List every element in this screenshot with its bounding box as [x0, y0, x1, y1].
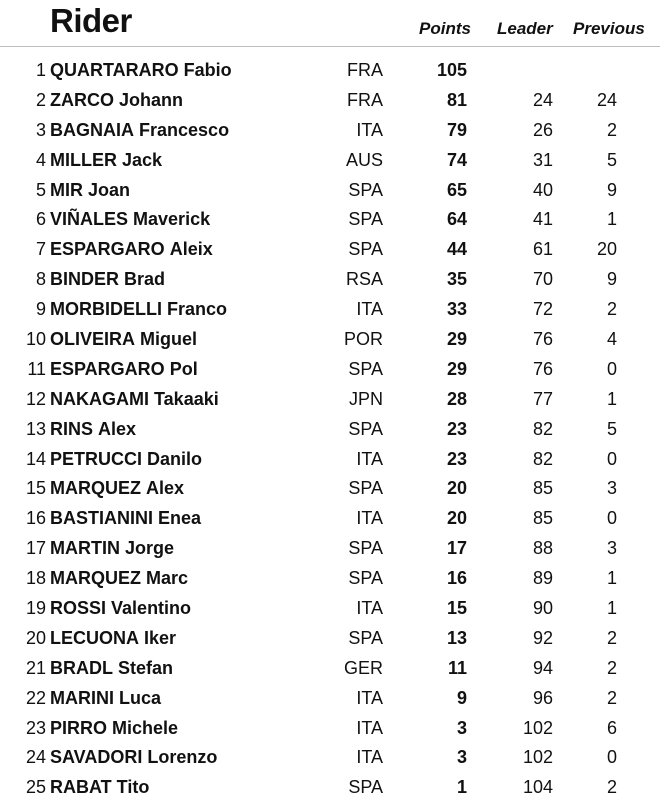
nation-cell: RSA [345, 269, 383, 290]
nation-cell: ITA [356, 119, 383, 140]
rider-firstname: Joan [88, 179, 131, 200]
points-cell: 3 [456, 717, 467, 738]
previous-gap-cell: 3 [606, 478, 617, 499]
position-cell: 22 [25, 687, 46, 708]
rider-name-cell [50, 688, 161, 709]
leader-gap-cell: 94 [532, 657, 553, 678]
rider-firstname: Stefan [118, 657, 174, 678]
points-cell: 20 [446, 478, 467, 499]
points-column-header: Points [419, 19, 471, 38]
rider-firstname: Fabio [183, 60, 232, 80]
rider-surname: RABAT [50, 777, 112, 798]
leader-gap-cell: 31 [532, 149, 553, 170]
points-cell: 15 [446, 598, 467, 619]
rider-firstname: Michele [112, 717, 179, 738]
rider-firstname: Enea [158, 508, 202, 529]
previous-gap-cell: 1 [606, 209, 617, 230]
position-cell: 23 [25, 717, 46, 738]
table-header [0, 0, 660, 47]
position-cell: 12 [25, 388, 46, 409]
leader-gap-cell: 89 [532, 568, 553, 589]
nation-cell: SPA [348, 627, 383, 648]
rider-surname: LECUONA [50, 627, 139, 648]
rider-name-cell [50, 449, 202, 470]
position-cell: 9 [35, 299, 46, 320]
rider-firstname: Brad [124, 269, 166, 290]
rider-surname: ROSSI [50, 598, 107, 619]
position-cell: 2 [35, 89, 46, 110]
rider-surname: PIRRO [50, 717, 108, 738]
nation-cell: SPA [348, 568, 383, 589]
rider-name-cell [50, 239, 213, 260]
leader-gap-cell: 61 [532, 239, 553, 260]
position-cell: 16 [25, 508, 46, 529]
nation-cell: GER [343, 657, 383, 678]
table-row [0, 235, 660, 265]
rider-firstname: Franco [167, 299, 228, 320]
rider-name-cell [50, 90, 183, 111]
previous-gap-cell: 2 [606, 627, 617, 648]
rider-surname: BINDER [50, 269, 120, 290]
leader-gap-cell: 85 [532, 478, 553, 499]
points-cell: 23 [446, 448, 467, 469]
points-cell: 81 [446, 89, 467, 110]
previous-gap-cell: 20 [596, 239, 617, 260]
previous-gap-cell: 2 [606, 119, 617, 140]
leader-gap-cell: 102 [522, 747, 553, 768]
table-row [0, 594, 660, 624]
position-cell: 8 [35, 269, 46, 290]
rider-firstname: Danilo [147, 448, 203, 469]
leader-gap-cell: 76 [532, 358, 553, 379]
previous-gap-cell: 1 [606, 388, 617, 409]
nation-cell: ITA [356, 508, 383, 529]
points-cell: 74 [446, 149, 467, 170]
table-row [0, 176, 660, 206]
rider-name-cell [50, 628, 176, 649]
previous-gap-cell: 1 [606, 568, 617, 589]
points-cell: 29 [446, 358, 467, 379]
table-row [0, 504, 660, 534]
points-cell: 1 [456, 777, 467, 798]
rider-name-cell [50, 508, 201, 529]
table-row [0, 684, 660, 714]
table-row [0, 564, 660, 594]
nation-cell: ITA [356, 687, 383, 708]
previous-gap-cell: 5 [606, 418, 617, 439]
rider-firstname: Luca [119, 687, 162, 708]
previous-gap-cell: 2 [606, 657, 617, 678]
nation-cell: ITA [356, 747, 383, 768]
rider-surname: RINS [50, 418, 94, 439]
table-row [0, 56, 660, 86]
rider-surname: ZARCO [50, 89, 114, 110]
nation-cell: SPA [348, 358, 383, 379]
points-cell: 44 [446, 239, 467, 260]
rider-surname: BRADL [50, 657, 113, 678]
nation-cell: SPA [348, 777, 383, 798]
previous-gap-cell: 24 [596, 89, 617, 110]
rider-firstname: Jorge [125, 538, 175, 559]
table-row [0, 295, 660, 325]
leader-gap-cell: 90 [532, 598, 553, 619]
table-row [0, 714, 660, 744]
previous-gap-cell: 0 [606, 448, 617, 469]
table-row [0, 474, 660, 504]
rider-surname: MORBIDELLI [50, 299, 162, 320]
position-cell: 7 [35, 239, 46, 260]
points-cell: 29 [446, 329, 467, 350]
rider-surname: MILLER [50, 149, 117, 170]
rider-surname: MARTIN [50, 538, 120, 559]
table-row [0, 116, 660, 146]
rider-firstname: Alex [98, 418, 137, 439]
table-row [0, 86, 660, 116]
position-cell: 17 [25, 538, 46, 559]
nation-cell: SPA [348, 179, 383, 200]
rider-name-cell [50, 329, 197, 350]
rider-name-cell [50, 538, 174, 559]
table-row [0, 624, 660, 654]
position-cell: 25 [25, 777, 46, 798]
position-cell: 19 [25, 598, 46, 619]
rider-firstname: Pol [169, 358, 198, 379]
previous-column-header: Previous [573, 19, 645, 38]
rider-name-cell [50, 747, 217, 768]
previous-gap-cell: 0 [606, 508, 617, 529]
leader-gap-cell: 96 [532, 687, 553, 708]
points-cell: 33 [446, 299, 467, 320]
position-cell: 1 [35, 60, 46, 80]
rider-surname: MIR [50, 179, 83, 200]
rider-firstname: Lorenzo [147, 747, 218, 768]
points-cell: 20 [446, 508, 467, 529]
nation-cell: SPA [348, 478, 383, 499]
points-cell: 16 [446, 568, 467, 589]
points-cell: 17 [446, 538, 467, 559]
points-cell: 79 [446, 119, 467, 140]
leader-gap-cell: 72 [532, 299, 553, 320]
rider-name-cell [50, 209, 210, 230]
table-row [0, 355, 660, 385]
table-row [0, 654, 660, 684]
position-cell: 15 [25, 478, 46, 499]
rider-surname: MARQUEZ [50, 478, 141, 499]
rider-surname: SAVADORI [50, 747, 143, 768]
rider-surname: BASTIANINI [50, 508, 153, 529]
rider-name-cell [50, 359, 198, 380]
rider-firstname: Takaaki [154, 388, 219, 409]
rider-firstname: Alex [146, 478, 185, 499]
rider-firstname: Miguel [140, 329, 198, 350]
rider-name-cell [50, 180, 130, 201]
rider-name-cell [50, 389, 219, 410]
leader-column-header: Leader [497, 19, 553, 38]
leader-gap-cell: 40 [532, 179, 553, 200]
rider-surname: MARQUEZ [50, 568, 141, 589]
leader-gap-cell: 88 [532, 538, 553, 559]
rider-surname: ESPARGARO [50, 239, 165, 260]
previous-gap-cell: 4 [606, 329, 617, 350]
nation-cell: AUS [345, 149, 383, 170]
rider-column-title: Rider [50, 2, 132, 39]
nation-cell: SPA [348, 209, 383, 230]
rider-name-cell [50, 419, 136, 440]
position-cell: 4 [35, 149, 46, 170]
leader-gap-cell: 26 [532, 119, 553, 140]
leader-gap-cell: 70 [532, 269, 553, 290]
previous-gap-cell: 1 [606, 598, 617, 619]
position-cell: 20 [25, 627, 46, 648]
rider-name-cell [50, 718, 178, 739]
table-row [0, 743, 660, 773]
points-cell: 105 [436, 60, 467, 80]
standings-table-body [0, 56, 660, 803]
rider-surname: NAKAGAMI [50, 388, 149, 409]
points-cell: 13 [446, 627, 467, 648]
position-cell: 14 [25, 448, 46, 469]
table-row [0, 773, 660, 803]
rider-surname: VIÑALES [50, 209, 129, 230]
points-cell: 9 [456, 687, 467, 708]
rider-surname: BAGNAIA [50, 119, 134, 140]
leader-gap-cell: 85 [532, 508, 553, 529]
leader-gap-cell: 77 [532, 388, 553, 409]
leader-gap-cell: 82 [532, 418, 553, 439]
leader-gap-cell: 82 [532, 448, 553, 469]
rider-firstname: Johann [119, 89, 184, 110]
rider-firstname: Francesco [139, 119, 230, 140]
previous-gap-cell: 9 [606, 269, 617, 290]
points-cell: 11 [447, 657, 467, 678]
rider-name-cell [50, 568, 188, 589]
rider-name-cell [50, 478, 184, 499]
rider-firstname: Aleix [169, 239, 213, 260]
nation-cell: FRA [347, 89, 383, 110]
position-cell: 5 [35, 179, 46, 200]
rider-name-cell [50, 777, 149, 798]
rider-name-cell [50, 658, 173, 679]
position-cell: 10 [25, 329, 46, 350]
nation-cell: ITA [356, 299, 383, 320]
previous-gap-cell: 2 [606, 777, 617, 798]
position-cell: 11 [27, 358, 46, 379]
previous-gap-cell: 2 [606, 299, 617, 320]
points-cell: 35 [446, 269, 467, 290]
previous-gap-cell: 5 [606, 149, 617, 170]
leader-gap-cell: 104 [522, 777, 553, 798]
nation-cell: POR [343, 329, 383, 350]
rider-firstname: Jack [122, 149, 163, 170]
rider-surname: MARINI [50, 687, 114, 708]
previous-gap-cell: 0 [606, 358, 617, 379]
previous-gap-cell: 9 [606, 179, 617, 200]
leader-gap-cell: 76 [532, 329, 553, 350]
points-cell: 3 [456, 747, 467, 768]
rider-surname: OLIVEIRA [50, 329, 136, 350]
rider-firstname: Tito [116, 777, 150, 798]
points-cell: 65 [446, 179, 467, 200]
nation-cell: FRA [347, 60, 383, 80]
position-cell: 18 [25, 568, 46, 589]
rider-firstname: Maverick [133, 209, 211, 230]
points-cell: 64 [446, 209, 467, 230]
table-row [0, 146, 660, 176]
position-cell: 21 [25, 657, 46, 678]
points-cell: 28 [446, 388, 467, 409]
table-row [0, 325, 660, 355]
leader-gap-cell: 24 [532, 89, 553, 110]
previous-gap-cell: 2 [606, 687, 617, 708]
position-cell: 24 [25, 747, 46, 768]
nation-cell: SPA [348, 538, 383, 559]
rider-surname: QUARTARARO [50, 60, 179, 80]
rider-surname: ESPARGARO [50, 358, 165, 379]
nation-cell: SPA [348, 239, 383, 260]
nation-cell: ITA [356, 717, 383, 738]
rider-name-cell [50, 60, 232, 81]
rider-name-cell [50, 299, 227, 320]
nation-cell: ITA [356, 448, 383, 469]
table-row [0, 445, 660, 475]
position-cell: 6 [35, 209, 46, 230]
leader-gap-cell: 92 [532, 627, 553, 648]
rider-name-cell [50, 150, 162, 171]
table-row [0, 385, 660, 415]
rider-firstname: Marc [146, 568, 189, 589]
nation-cell: SPA [348, 418, 383, 439]
rider-firstname: Iker [144, 627, 177, 648]
position-cell: 13 [25, 418, 46, 439]
nation-cell: ITA [356, 598, 383, 619]
position-cell: 3 [35, 119, 46, 140]
points-cell: 23 [446, 418, 467, 439]
rider-name-cell [50, 120, 229, 141]
table-row [0, 534, 660, 564]
previous-gap-cell: 3 [606, 538, 617, 559]
rider-surname: PETRUCCI [50, 448, 143, 469]
table-row [0, 205, 660, 235]
previous-gap-cell: 6 [606, 717, 617, 738]
rider-name-cell [50, 269, 165, 290]
previous-gap-cell: 0 [606, 747, 617, 768]
leader-gap-cell: 41 [532, 209, 553, 230]
leader-gap-cell: 102 [522, 717, 553, 738]
nation-cell: JPN [348, 388, 383, 409]
table-row [0, 415, 660, 445]
rider-firstname: Valentino [111, 598, 192, 619]
table-row [0, 265, 660, 295]
rider-name-cell [50, 598, 191, 619]
